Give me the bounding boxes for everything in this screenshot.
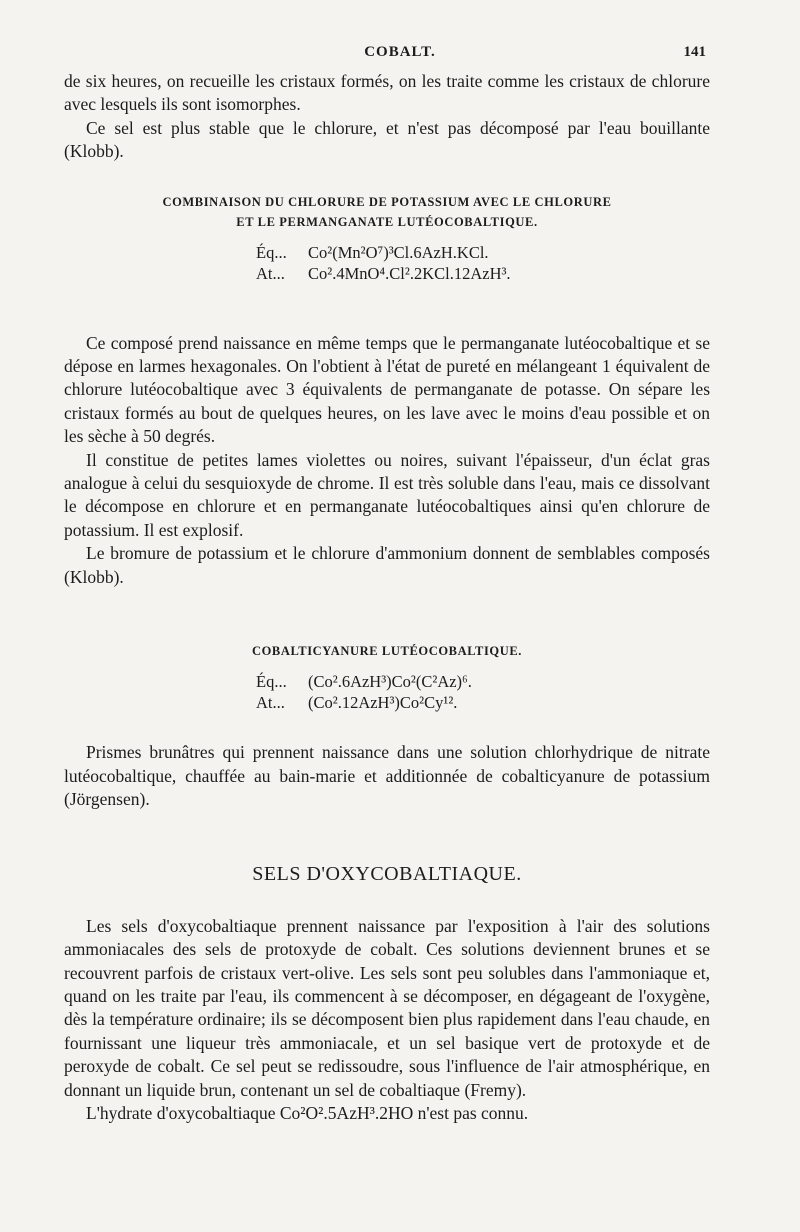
section-heading-line-2: ET LE PERMANGANATE LUTÉOCOBALTIQUE. xyxy=(236,214,538,229)
section-heading-cobalticyanure: COBALTICYANURE LUTÉOCOBALTIQUE. xyxy=(251,644,523,659)
formula-label: Éq... xyxy=(256,242,287,262)
formula-label: Éq... xyxy=(256,672,287,692)
formula-label: At... xyxy=(256,693,285,713)
paragraph-properties: Il constitue de petites lames violettes ou noires, suivant l'épaisseur, d'un éclat gras analogue à celui du sesquioxyde de chrome. Il est très soluble dans l'eau, mais ce dissolvant le décompose en chlorure et en permanganate lutéocobaltiques ainsi qu'en chlorure de potassium. Il est explosif. xyxy=(64,449,710,540)
formula-atomic xyxy=(256,263,710,284)
formula-equivalent xyxy=(256,671,710,692)
page-body xyxy=(64,70,710,1125)
section-heading-line-1: COMBINAISON DU CHLORURE DE POTASSIUM AVEC LE CHLORURE xyxy=(162,194,612,209)
formula-label: At... xyxy=(256,263,285,283)
paragraph-stability: Ce sel est plus stable que le chlorure, et n'est pas décomposé par l'eau bouillante (Klobb). xyxy=(64,117,710,162)
formula-atomic xyxy=(256,692,710,713)
paragraph-hydrate: L'hydrate d'oxycobaltiaque Co²O².5AzH³.2HO n'est pas connu. xyxy=(86,1102,529,1123)
header-title: COBALT. xyxy=(364,44,436,60)
formula-text: Co²(Mn²O⁷)³Cl.6AzH.KCl. xyxy=(308,242,489,262)
paragraph-prismes: Prismes brunâtres qui prennent naissance dans une solution chlorhydrique de nitrate lutéocobaltique, chauffée au bain-marie et additionnée de cobalticyanure de potassium (Jörgensen). xyxy=(64,742,710,809)
section-heading-combinaison xyxy=(64,192,710,232)
formula-text: (Co².12AzH³)Co²Cy¹². xyxy=(308,693,458,713)
paragraph-oxycobaltiaque: Les sels d'oxycobaltiaque prennent naissance par l'exposition à l'air des solutions ammoniacales des sels de protoxyde de cobalt. Ces solutions deviennent brunes et se recouvrent parfois de cristaux vert-olive. Les sels sont peu solubles dans l'ammoniaque et, quand on les traite par l'eau, ils commencent à se décomposer, en dégageant de l'oxygène, dès la température ordinaire; ils se décomposent bien plus rapidement dans l'eau chaude, en fournissant une liqueur très ammoniacale, et un sel basique vert de protoxyde et de peroxyde de cobalt. Ce sel peut se redissoudre, sous l'influence de l'air atmosphérique, en donnant un liquide brun, contenant un sel de cobaltiaque (Fremy). xyxy=(64,915,710,1100)
running-header xyxy=(0,44,800,68)
major-heading-oxycobaltiaque: SELS D'OXYCOBALTIAQUE. xyxy=(252,863,522,886)
formula-text: Co².4MnO⁴.Cl².2KCl.12AzH³. xyxy=(308,263,511,283)
formula-block-combinaison xyxy=(256,242,710,284)
paragraph-preparation: Ce composé prend naissance en même temps que le permanganate lutéocobaltique et se dépose en larmes hexagonales. On l'obtient à l'état de pureté en mélangeant 1 équivalent de chlorure lutéocobaltique avec 3 équivalents de permanganate de potasse. On sépare les cristaux formés au bout de quelques heures, on les lave avec le moins d'eau possible et on les sèche à 50 degrés. xyxy=(64,332,710,447)
page-number: 141 xyxy=(683,44,706,60)
formula-block-cobalticyanure xyxy=(256,671,710,713)
paragraph-analogues: Le bromure de potassium et le chlorure d'ammonium donnent de semblables composés (Klobb). xyxy=(64,543,710,587)
formula-text: (Co².6AzH³)Co²(C²Az)⁶. xyxy=(308,672,472,692)
paragraph-continued: de six heures, on recueille les cristaux formés, on les traite comme les cristaux de chlorure avec lesquels ils sont isomorphes. xyxy=(64,71,710,115)
formula-equivalent xyxy=(256,242,710,263)
